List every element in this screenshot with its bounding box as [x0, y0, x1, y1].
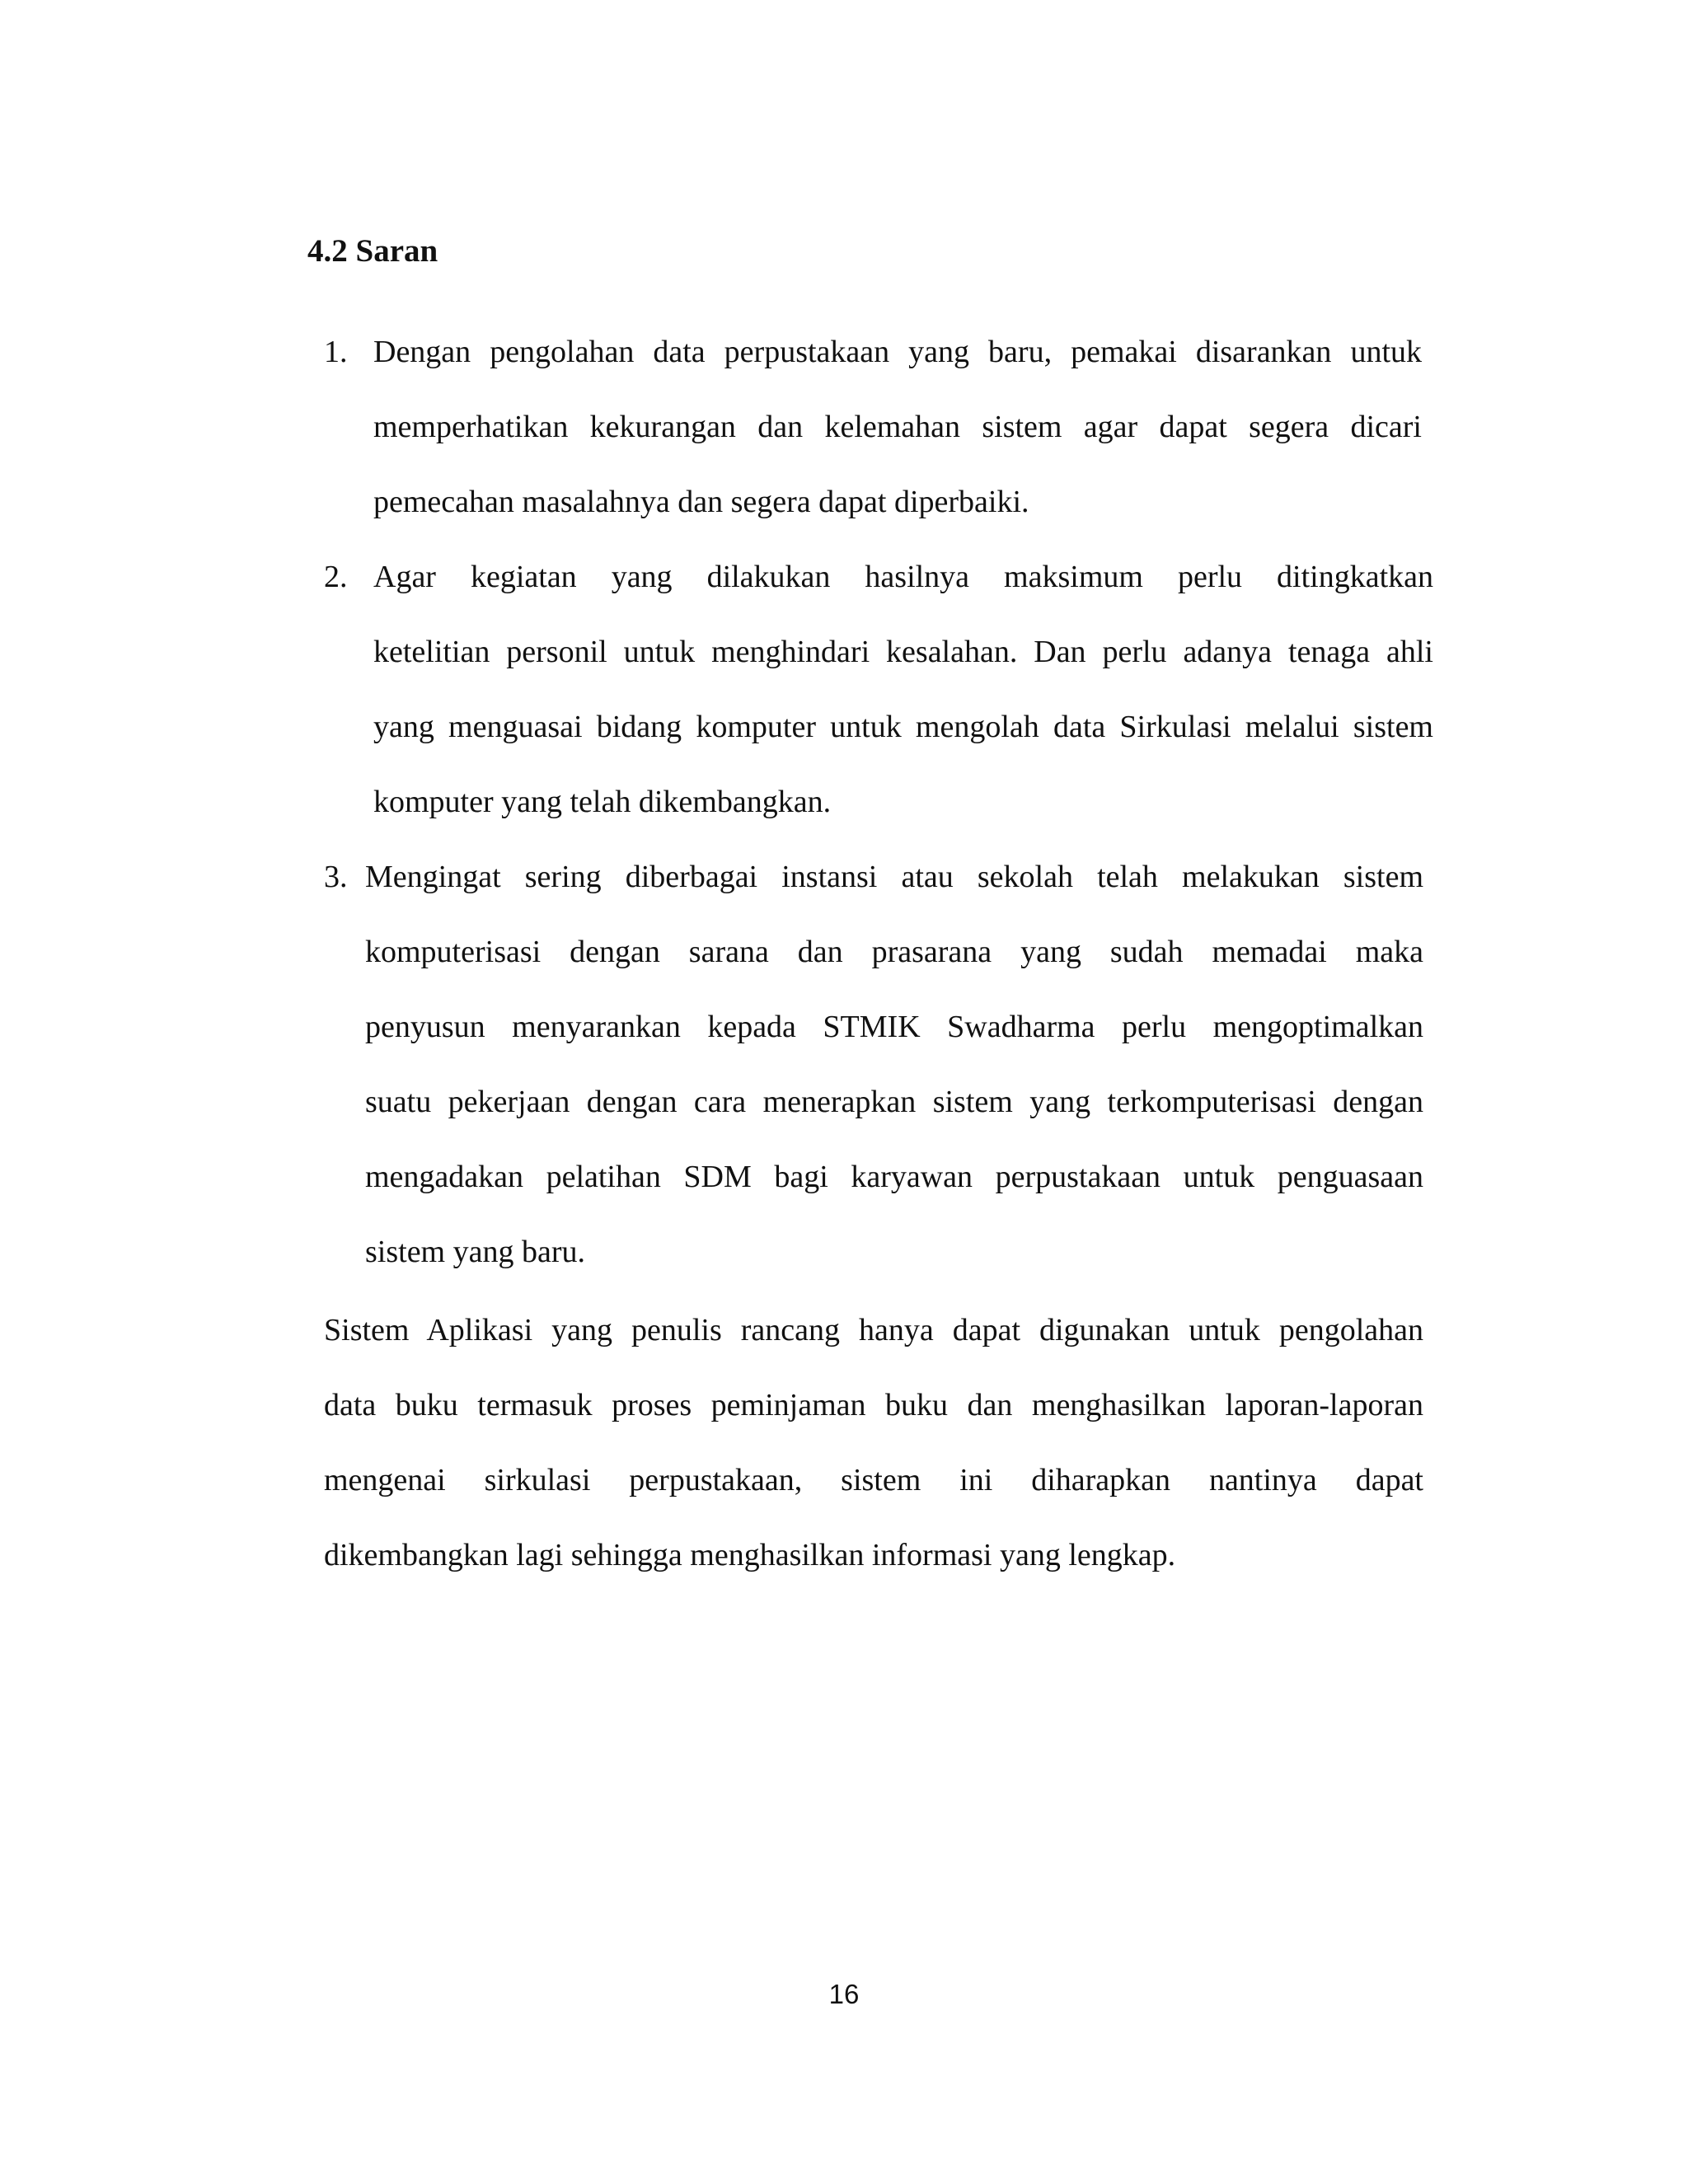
list-item-line: yang menguasai bidang komputer untuk mengolah data Sirkulasi melalui sistem [373, 710, 1433, 744]
paragraph-line: Sistem Aplikasi yang penulis rancang hanya dapat digunakan untuk pengolahan [324, 1313, 1423, 1347]
list-item-number: 2. [324, 560, 348, 594]
list-item-number: 1. [324, 335, 348, 369]
list-item-line: ketelitian personil untuk menghindari kesalahan. Dan perlu adanya tenaga ahli [373, 635, 1433, 669]
list-item-line: penyusun menyarankan kepada STMIK Swadharma perlu mengoptimalkan [365, 1010, 1423, 1044]
page-number: 16 [828, 1979, 860, 2009]
list-item-line: komputer yang telah dikembangkan. [373, 785, 832, 819]
list-item-line: Dengan pengolahan data perpustakaan yang baru, pemakai disarankan untuk [373, 335, 1422, 369]
list-item-line: memperhatikan kekurangan dan kelemahan sistem agar dapat segera dicari [373, 410, 1422, 444]
list-item-line: suatu pekerjaan dengan cara menerapkan sistem yang terkomputerisasi dengan [365, 1085, 1423, 1119]
paragraph-line: data buku termasuk proses peminjaman buku dan menghasilkan laporan-laporan [324, 1388, 1423, 1422]
list-item-line: pemecahan masalahnya dan segera dapat diperbaiki. [373, 485, 1029, 519]
list-item-line: Mengingat sering diberbagai instansi atau sekolah telah melakukan sistem [365, 860, 1423, 894]
list-item-line: komputerisasi dengan sarana dan prasarana yang sudah memadai maka [365, 935, 1423, 969]
list-item-line: Agar kegiatan yang dilakukan hasilnya maksimum perlu ditingkatkan [373, 560, 1433, 594]
list-item-number: 3. [324, 860, 348, 894]
paragraph-line: mengenai sirkulasi perpustakaan, sistem ini diharapkan nantinya dapat [324, 1463, 1423, 1497]
list-item-line: mengadakan pelatihan SDM bagi karyawan perpustakaan untuk penguasaan [365, 1160, 1423, 1194]
section-heading: 4.2 Saran [307, 233, 438, 269]
paragraph-line: dikembangkan lagi sehingga menghasilkan informasi yang lengkap. [324, 1538, 1176, 1572]
list-item-line: sistem yang baru. [365, 1235, 586, 1269]
